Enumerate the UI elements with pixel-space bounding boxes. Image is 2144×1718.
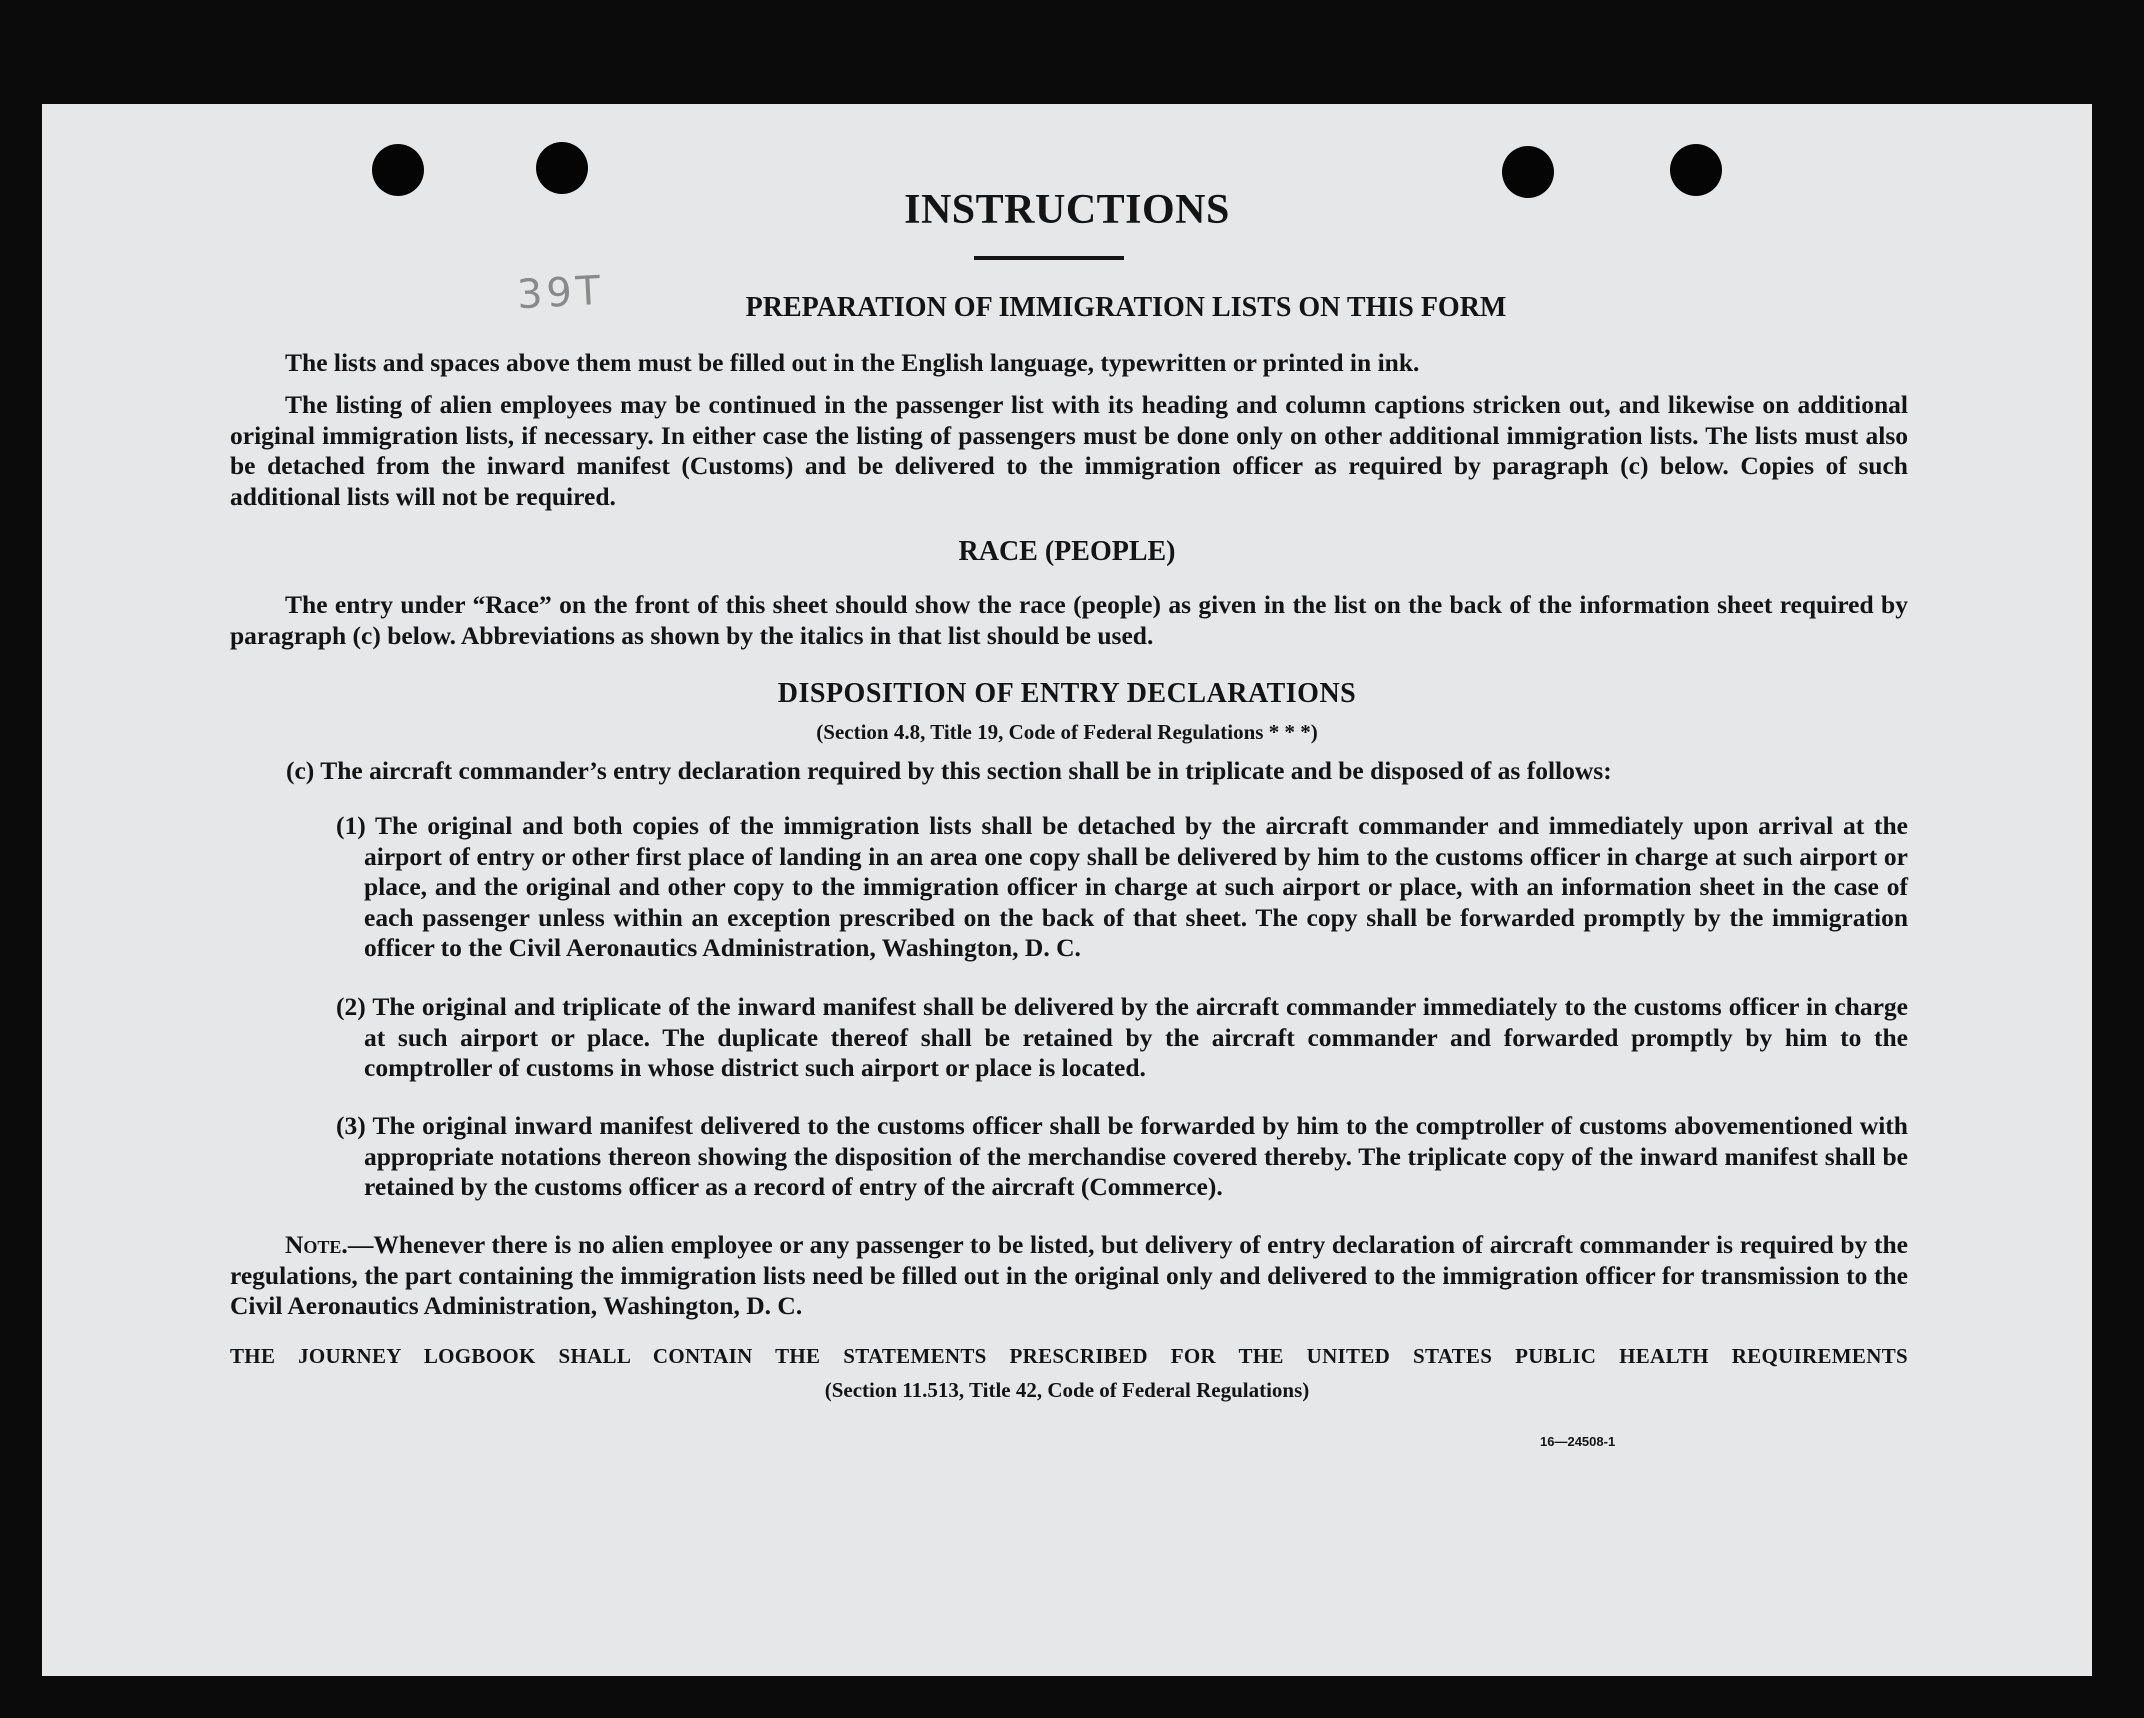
- paragraph-alien-employees: [230, 390, 1908, 512]
- paragraph-c-intro: (c) The aircraft commander’s entry declaration required by this section shall be in triplicate and be disposed of as follows:: [286, 756, 1612, 785]
- list-item: [336, 992, 1908, 1084]
- heading-race: RACE (PEOPLE): [958, 536, 1176, 567]
- item-number: (3): [336, 1111, 366, 1140]
- heading-preparation: PREPARATION OF IMMIGRATION LISTS ON THIS FORM: [745, 292, 1507, 323]
- paragraph-text: The lists and spaces above them must be filled out in the English language, typewritten or printed in ink.: [285, 348, 1420, 377]
- list-item: [336, 1111, 1908, 1203]
- item-number: (2): [336, 992, 366, 1021]
- paragraph-english-language: [230, 348, 1908, 379]
- form-number: 16—24508-1: [1540, 1434, 1616, 1449]
- note-text: —Whenever there is no alien employee or any passenger to be listed, but delivery of entry declaration of aircraft commander is required by the regulations, the part containing the immigration lists need be filled out in the original only and delivered to the immigration officer for transmission to the Civil Aeronautics Administration, Washington, D. C.: [230, 1230, 1908, 1320]
- item-number: (1): [336, 811, 366, 840]
- note-paragraph: [230, 1230, 1908, 1322]
- citation-title-19: (Section 4.8, Title 19, Code of Federal Regulations * * *): [816, 720, 1318, 744]
- public-health-statement: THE JOURNEY LOGBOOK SHALL CONTAIN THE STATEMENTS PRESCRIBED FOR THE UNITED STATES PUBLIC HEALTH REQUIREMENTS: [230, 1344, 1908, 1368]
- citation-title-42: (Section 11.513, Title 42, Code of Federal Regulations): [824, 1378, 1310, 1402]
- item-text: The original inward manifest delivered to the customs officer shall be forwarded by him to the comptroller of customs abovementioned with appropriate notations thereon showing the disposition of the merchandise covered thereby. The triplicate copy of the inward manifest shall be retained by the customs officer as a record of entry of the aircraft (Commerce).: [364, 1111, 1908, 1201]
- heading-disposition: DISPOSITION OF ENTRY DECLARATIONS: [777, 678, 1357, 709]
- list-item: [336, 811, 1908, 964]
- note-label: Note.: [285, 1230, 348, 1259]
- item-text: The original and triplicate of the inward manifest shall be delivered by the aircraft commander immediately to the customs officer in charge at such airport or place. The duplicate thereof shall be retained by the aircraft commander and forwarded promptly by him to the comptroller of customs in whose district such airport or place is located.: [364, 992, 1908, 1082]
- handwritten-mark: 39T: [515, 267, 606, 319]
- document-page: [42, 104, 2092, 1676]
- title-underline: [974, 256, 1124, 260]
- paragraph-text: The listing of alien employees may be continued in the passenger list with its heading and column captions stricken out, and likewise on additional original immigration lists, if necessary. In either case the listing of passengers must be done only on other additional immigration lists. The lists must also be detached from the inward manifest (Customs) and be delivered to the immigration officer as required by paragraph (c) below. Copies of such additional lists will not be required.: [230, 390, 1908, 511]
- page-title: INSTRUCTIONS: [904, 187, 1230, 233]
- item-text: The original and both copies of the immigration lists shall be detached by the aircraft commander and immediately upon arrival at the airport of entry or other first place of landing in an area one copy shall be delivered by him to the customs officer in charge at such airport or place, and the original and other copy to the immigration officer in charge at such airport or place, with an information sheet in the case of each passenger unless within an exception prescribed on the back of that sheet. The copy shall be forwarded promptly by the immigration officer to the Civil Aeronautics Administration, Washington, D. C.: [364, 811, 1908, 962]
- paragraph-text: The entry under “Race” on the front of this sheet should show the race (people) as given in the list on the back of the information sheet required by paragraph (c) below. Abbreviations as shown by the italics in that list should be used.: [230, 590, 1908, 650]
- paragraph-race: [230, 590, 1908, 651]
